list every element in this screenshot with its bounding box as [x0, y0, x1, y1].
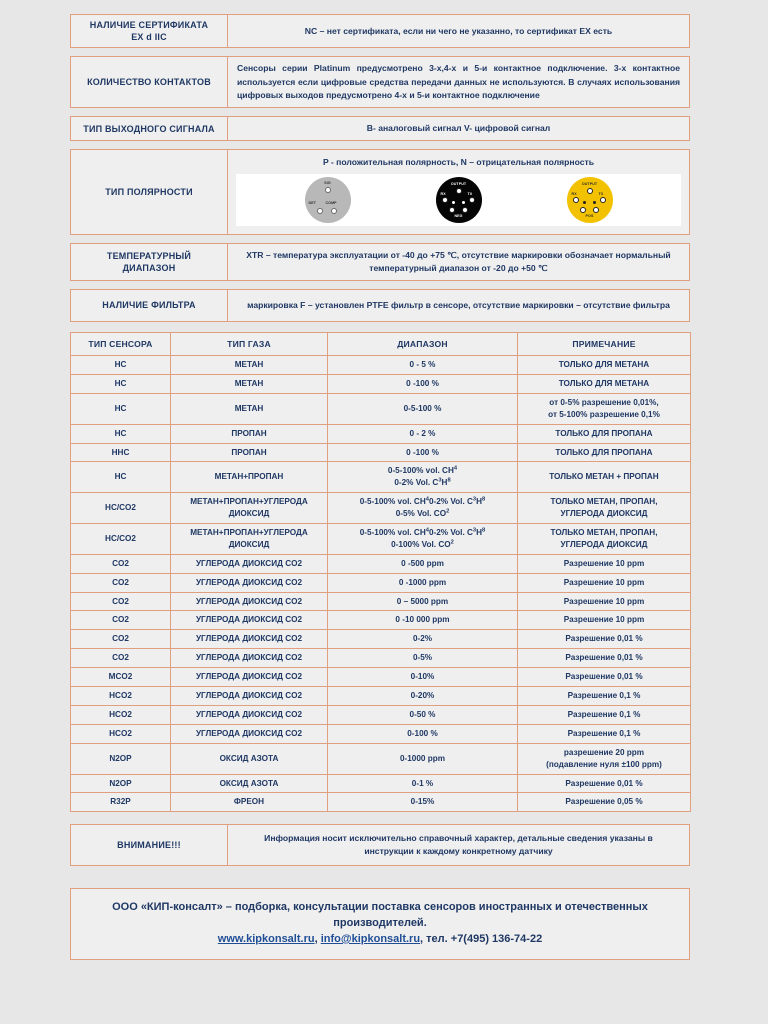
footer-phone: , тел. +7(495) 136-74-22 — [420, 932, 543, 945]
table-row — [71, 554, 691, 573]
table-row — [71, 424, 691, 443]
cell-sensor-type: N2OP — [71, 743, 171, 774]
cell-gas-type: УГЛЕРОДА ДИОКСИД CO2 — [171, 611, 328, 630]
cell-sensor-type: CO2 — [71, 554, 171, 573]
cell-sensor-type: HCO2 — [71, 724, 171, 743]
cell-range: 0-100 % — [328, 724, 518, 743]
table-row — [71, 705, 691, 724]
spec-value-filter: маркировка F – установлен PTFE фильтр в сенсоре, отсутствие маркировки – отсутствие фильтра — [228, 289, 690, 322]
cell-range: 0-5-100% vol. $CH^4$ 0-2% Vol. $C^3H^8$ — [328, 462, 518, 493]
cell-note: ТОЛЬКО МЕТАН + ПРОПАН — [518, 462, 691, 493]
table-row — [71, 524, 691, 555]
spec-label-attention: ВНИМАНИЕ!!! — [70, 824, 228, 866]
cell-range: 0-20% — [328, 687, 518, 706]
yellow-connector-label-tx: TX — [598, 192, 604, 196]
black-connector-pin-minus — [462, 201, 465, 204]
cell-note: Разрешение 0,01 % — [518, 630, 691, 649]
spec-label-contacts: КОЛИЧЕСТВО КОНТАКТОВ — [70, 56, 228, 108]
spec-value-attention: Информация носит исключительно справочный характер, детальные сведения указаны в инструкции к каждому конкретному датчику — [228, 824, 690, 866]
gray-connector-label-comp: COMP — [325, 201, 337, 205]
cell-note: ТОЛЬКО ДЛЯ ПРОПАНА — [518, 424, 691, 443]
black-connector-label-output: OUTPUT — [450, 182, 467, 186]
table-row — [71, 493, 691, 524]
connector-diagrams — [236, 174, 681, 226]
spec-row-output-signal — [70, 116, 690, 141]
black-connector-pin-output — [456, 188, 462, 194]
spec-value-contacts-text: Сенсоры серии Platinum предусмотрено 3-х,4-х и 5-и контактное подключение. 3-х контактное используется если цифровые средства передачи данных не используются. В случаях использования цифровых выходов предусмотрено 4-х и 5-и контактное подключение — [237, 63, 680, 100]
spec-row-temperature — [70, 243, 690, 281]
cell-gas-type: МЕТАН+ПРОПАН+УГЛЕРОДА ДИОКСИД — [171, 493, 328, 524]
polarity-note: P - положительная полярность, N – отрицательная полярность — [322, 157, 595, 168]
cell-range: 0-5-100% vol. $CH^40-2\%$ Vol. $C^3H^8$ 0-5% Vol. $CO^2$ — [328, 493, 518, 524]
cell-gas-type: МЕТАН — [171, 393, 328, 424]
spec-label-certificate-line2: EX d IIC — [131, 32, 167, 43]
cell-note: ТОЛЬКО МЕТАН, ПРОПАН, УГЛЕРОДА ДИОКСИД — [518, 493, 691, 524]
cell-note: Разрешение 10 ppm — [518, 611, 691, 630]
gray-connector-label-det: DET — [308, 201, 316, 205]
spec-row-certificate — [70, 14, 690, 48]
yellow-connector-pin-rx — [573, 197, 579, 203]
column-header-gas-type: ТИП ГАЗА — [171, 332, 328, 355]
yellow-connector-pin-minus — [593, 201, 596, 204]
cell-note: Разрешение 10 ppm — [518, 554, 691, 573]
cell-gas-type: УГЛЕРОДА ДИОКСИД CO2 — [171, 705, 328, 724]
black-connector-icon — [436, 177, 482, 223]
cell-note: Разрешение 10 ppm — [518, 573, 691, 592]
yellow-connector-pin-output — [587, 188, 593, 194]
footer-company-line2: производителей. — [333, 917, 427, 929]
cell-gas-type: УГЛЕРОДА ДИОКСИД CO2 — [171, 630, 328, 649]
cell-sensor-type: HC/CO2 — [71, 493, 171, 524]
cell-gas-type: ОКСИД АЗОТА — [171, 774, 328, 793]
cell-range: 0 -100 % — [328, 375, 518, 394]
column-header-note: ПРИМЕЧАНИЕ — [518, 332, 691, 355]
table-row — [71, 393, 691, 424]
column-header-range: ДИАПАЗОН — [328, 332, 518, 355]
cell-note: Разрешение 0,1 % — [518, 687, 691, 706]
cell-sensor-type: HC — [71, 462, 171, 493]
gray-connector-pin-comp — [331, 208, 337, 214]
cell-sensor-type: HC — [71, 356, 171, 375]
black-connector-pin-neg-right — [462, 207, 468, 213]
cell-range: 0-5% — [328, 649, 518, 668]
spec-label-polarity: ТИП ПОЛЯРНОСТИ — [70, 149, 228, 235]
cell-note: ТОЛЬКО ДЛЯ МЕТАНА — [518, 356, 691, 375]
cell-gas-type: УГЛЕРОДА ДИОКСИД CO2 — [171, 687, 328, 706]
black-connector-pin-rx — [442, 197, 448, 203]
table-row — [71, 743, 691, 774]
cell-note: разрешение 20 ppm (подавление нуля ±100 ppm) — [518, 743, 691, 774]
black-connector-pin-neg-left — [449, 207, 455, 213]
gray-connector-pin-sig — [325, 187, 331, 193]
cell-range: 0 - 5 % — [328, 356, 518, 375]
spec-label-temperature — [70, 243, 228, 281]
cell-note: Разрешение 0,1 % — [518, 724, 691, 743]
cell-note: Разрешение 0,01 % — [518, 668, 691, 687]
cell-gas-type: УГЛЕРОДА ДИОКСИД CO2 — [171, 724, 328, 743]
cell-note: Разрешение 10 ppm — [518, 592, 691, 611]
table-row — [71, 687, 691, 706]
cell-sensor-type: MCO2 — [71, 668, 171, 687]
spec-value-certificate: NC – нет сертификата, если ни чего не указанно, то сертификат EX есть — [228, 14, 690, 48]
cell-sensor-type: HC — [71, 393, 171, 424]
cell-gas-type: УГЛЕРОДА ДИОКСИД CO2 — [171, 592, 328, 611]
table-row — [71, 592, 691, 611]
cell-range: 0 -500 ppm — [328, 554, 518, 573]
cell-range: 0-15% — [328, 793, 518, 812]
yellow-connector-pin-plus — [583, 201, 586, 204]
cell-note: ТОЛЬКО ДЛЯ ПРОПАНА — [518, 443, 691, 462]
spec-row-contacts — [70, 56, 690, 108]
cell-gas-type: УГЛЕРОДА ДИОКСИД CO2 — [171, 554, 328, 573]
cell-range: 0-1 % — [328, 774, 518, 793]
footer-contacts-line — [87, 932, 673, 948]
gray-connector-pin-det — [317, 208, 323, 214]
cell-sensor-type: CO2 — [71, 630, 171, 649]
cell-gas-type: МЕТАН — [171, 356, 328, 375]
cell-range: 0-1000 ppm — [328, 743, 518, 774]
spec-row-attention — [70, 824, 690, 866]
cell-sensor-type: HC — [71, 424, 171, 443]
cell-range: 0 -100 % — [328, 443, 518, 462]
footer-separator: , — [314, 932, 321, 945]
sensor-table-body — [71, 356, 691, 812]
yellow-connector-label-rx: RX — [571, 192, 577, 196]
spec-label-filter: НАЛИЧИЕ ФИЛЬТРА — [70, 289, 228, 322]
footer-contact-block — [70, 888, 690, 960]
cell-range: 0 -1000 ppm — [328, 573, 518, 592]
table-row — [71, 375, 691, 394]
cell-note: ТОЛЬКО ДЛЯ МЕТАНА — [518, 375, 691, 394]
footer-company-line1: ООО «КИП-консалт» – подборка, консультации поставка сенсоров иностранных и отечественных — [112, 901, 648, 914]
yellow-connector-pin-pos-right — [593, 207, 599, 213]
spec-row-polarity — [70, 149, 690, 235]
table-row — [71, 630, 691, 649]
cell-sensor-type: CO2 — [71, 592, 171, 611]
black-connector-pin-plus — [452, 201, 455, 204]
spec-value-output-signal: B- аналоговый сигнал V- цифровой сигнал — [228, 116, 690, 141]
cell-range: 0 - 2 % — [328, 424, 518, 443]
table-row — [71, 793, 691, 812]
spec-label-temperature-line1: ТЕМПЕРАТУРНЫЙ — [106, 250, 192, 261]
cell-range: 0-5-100 % — [328, 393, 518, 424]
table-row — [71, 724, 691, 743]
cell-gas-type: ПРОПАН — [171, 424, 328, 443]
table-row — [71, 774, 691, 793]
table-row — [71, 611, 691, 630]
cell-sensor-type: HC — [71, 375, 171, 394]
cell-note: от 0-5% разрешение 0,01%, от 5-100% разрешение 0,1% — [518, 393, 691, 424]
cell-range: 0-5-100% vol. $CH^40-2\%$ Vol. $C^3H^8$ 0-100% Vol. $CO^2$ — [328, 524, 518, 555]
gray-connector-label-sig: SIG — [324, 181, 331, 185]
cell-gas-type: МЕТАН — [171, 375, 328, 394]
column-header-sensor-type: ТИП СЕНСОРА — [71, 332, 171, 355]
cell-gas-type: ОКСИД АЗОТА — [171, 743, 328, 774]
sensor-table-header-row — [71, 332, 691, 355]
cell-note: ТОЛЬКО МЕТАН, ПРОПАН, УГЛЕРОДА ДИОКСИД — [518, 524, 691, 555]
spec-value-contacts — [228, 56, 690, 108]
sensor-table — [70, 332, 691, 813]
cell-gas-type: ПРОПАН — [171, 443, 328, 462]
spec-label-temperature-line2: ДИАПАЗОН — [122, 262, 176, 273]
cell-gas-type: ФРЕОН — [171, 793, 328, 812]
table-row — [71, 649, 691, 668]
black-connector-label-rx: RX — [440, 192, 446, 196]
black-connector-pin-tx — [469, 197, 475, 203]
cell-range: 0-10% — [328, 668, 518, 687]
spec-value-polarity — [228, 149, 690, 235]
spec-label-certificate — [70, 14, 228, 48]
cell-sensor-type: CO2 — [71, 573, 171, 592]
gray-connector-icon — [305, 177, 351, 223]
cell-sensor-type: CO2 — [71, 649, 171, 668]
yellow-connector-pin-pos-left — [580, 207, 586, 213]
yellow-connector-label-output: OUTPUT — [581, 182, 598, 186]
yellow-connector-icon — [567, 177, 613, 223]
cell-note: Разрешение 0,1 % — [518, 705, 691, 724]
cell-gas-type: УГЛЕРОДА ДИОКСИД CO2 — [171, 649, 328, 668]
cell-gas-type: УГЛЕРОДА ДИОКСИД CO2 — [171, 668, 328, 687]
footer-website-link[interactable]: www.kipkonsalt.ru — [217, 932, 315, 945]
spec-label-certificate-line1: НАЛИЧИЕ СЕРТИФИКАТА — [89, 20, 209, 30]
cell-sensor-type: N2OP — [71, 774, 171, 793]
cell-sensor-type: HCO2 — [71, 705, 171, 724]
cell-sensor-type: HHC — [71, 443, 171, 462]
cell-range: 0 -10 000 ppm — [328, 611, 518, 630]
footer-email-link[interactable]: info@kipkonsalt.ru — [320, 932, 421, 945]
yellow-connector-label-pos: POS — [585, 214, 594, 218]
table-row — [71, 668, 691, 687]
cell-sensor-type: R32P — [71, 793, 171, 812]
table-row — [71, 573, 691, 592]
cell-range: 0-2% — [328, 630, 518, 649]
spec-label-output-signal: ТИП ВЫХОДНОГО СИГНАЛА — [70, 116, 228, 141]
cell-note: Разрешение 0,01 % — [518, 774, 691, 793]
cell-sensor-type: HCO2 — [71, 687, 171, 706]
cell-gas-type: МЕТАН+ПРОПАН — [171, 462, 328, 493]
yellow-connector-pin-tx — [600, 197, 606, 203]
cell-gas-type: УГЛЕРОДА ДИОКСИД CO2 — [171, 573, 328, 592]
cell-note: Разрешение 0,01 % — [518, 649, 691, 668]
spec-row-filter — [70, 289, 690, 322]
spec-value-temperature: XTR – температура эксплуатации от -40 до +75 ℃, отсутствие маркировки обозначает нормальный температурный диапазон от -20 до +50 ℃ — [228, 243, 690, 281]
cell-note: Разрешение 0,05 % — [518, 793, 691, 812]
table-row — [71, 462, 691, 493]
cell-sensor-type: HC/CO2 — [71, 524, 171, 555]
cell-range: 0-50 % — [328, 705, 518, 724]
cell-range: 0 – 5000 ppm — [328, 592, 518, 611]
table-row — [71, 356, 691, 375]
cell-gas-type: МЕТАН+ПРОПАН+УГЛЕРОДА ДИОКСИД — [171, 524, 328, 555]
table-row — [71, 443, 691, 462]
cell-sensor-type: CO2 — [71, 611, 171, 630]
black-connector-label-tx: TX — [467, 192, 473, 196]
black-connector-label-neg: NEG — [454, 214, 463, 218]
